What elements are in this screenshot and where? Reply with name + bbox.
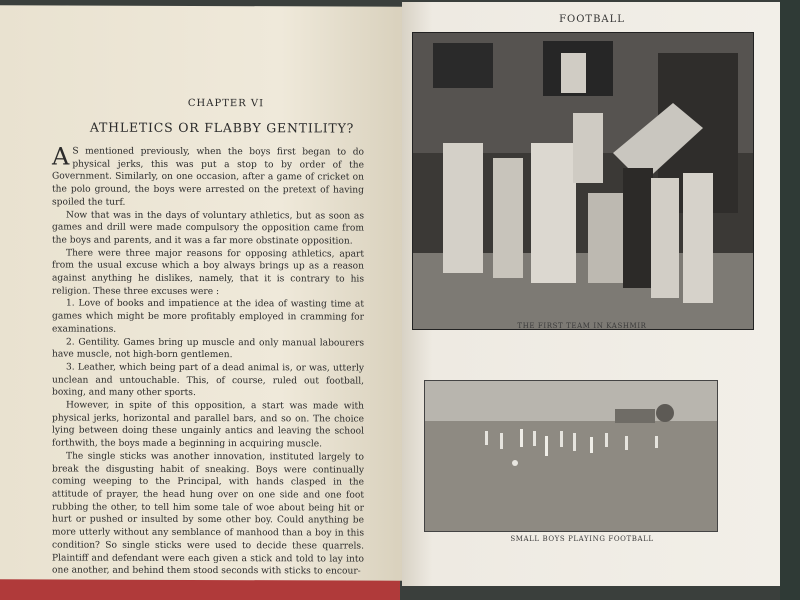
paragraph: However, in spite of this opposition, a start was made with physical jerks, horizontal and parallel bars, and so on. The choice lying between doing these ungainly antics and leaving the school forthwith, the boys made a beginning in acquiring muscle. — [52, 400, 364, 450]
football-photo — [424, 380, 718, 532]
paragraph: There were three major reasons for opposing athletics, apart from the usual excuse which a boy always brings up as a reason against anything he dislikes, namely, that it is contrary to his religion. These three excuses were : — [52, 248, 364, 297]
chapter-body — [52, 142, 364, 578]
paragraph: Now that was in the days of voluntary athletics, but as soon as games and drill were made compulsory the opposition came from the boys and parents, and it was a far more obstinate opposition. — [52, 210, 364, 247]
page-shadow — [780, 0, 800, 600]
paragraph: 1. Love of books and impatience at the idea of wasting time at games which might be more profitably employed in cramming for examinations. — [52, 298, 364, 335]
paragraph: The single sticks was another innovation, instituted largely to break the disgusting habit of sneaking. Boys were continually coming weeping to the Principal, with hands clasped in the attitude of prayer, the head hung over on one side and one foot rubbing the other, to tell him some tale of woe about being hit or hurt or pushed or insulted by some other boy. Could anything be more utterly without any semblance of manhood than a boy in this condition? So single sticks were used to decide these quarrels. Plaintiff and defendant were each given a stick and told to lay into one another, and behind them stood seconds with sticks to encour- — [52, 451, 364, 577]
football-photo-illustration — [425, 381, 717, 531]
right-page — [402, 2, 780, 586]
photo-caption-bottom: SMALL BOYS PLAYING FOOTBALL — [510, 535, 654, 543]
team-photo — [412, 32, 754, 330]
drop-cap: A — [52, 142, 70, 171]
paragraph: 2. Gentility. Games bring up muscle and only manual labourers have muscle, not high-born gentlemen. — [52, 337, 364, 361]
left-page — [0, 5, 402, 580]
chapter-heading: CHAPTER VI — [187, 97, 265, 110]
team-photo-illustration — [413, 33, 753, 329]
photo-caption-top: THE FIRST TEAM IN KASHMIR — [517, 322, 647, 330]
chapter-title: ATHLETICS OR FLABBY GENTILITY? — [89, 119, 355, 136]
paragraph: A S mentioned previously, when the boys first began to do physical jerks, this was put a stop to by order of the Government. Similarly, on one occasion, after a game of cricket on the polo ground, the boys were arrested on the pretext of having spoiled the turf. — [52, 142, 364, 208]
running-head: FOOTBALL — [559, 14, 625, 25]
paragraph: 3. Leather, which being part of a dead animal is, or was, utterly unclean and untouchable. This, of course, ruled out football, boxing, and many other sports. — [52, 362, 364, 399]
